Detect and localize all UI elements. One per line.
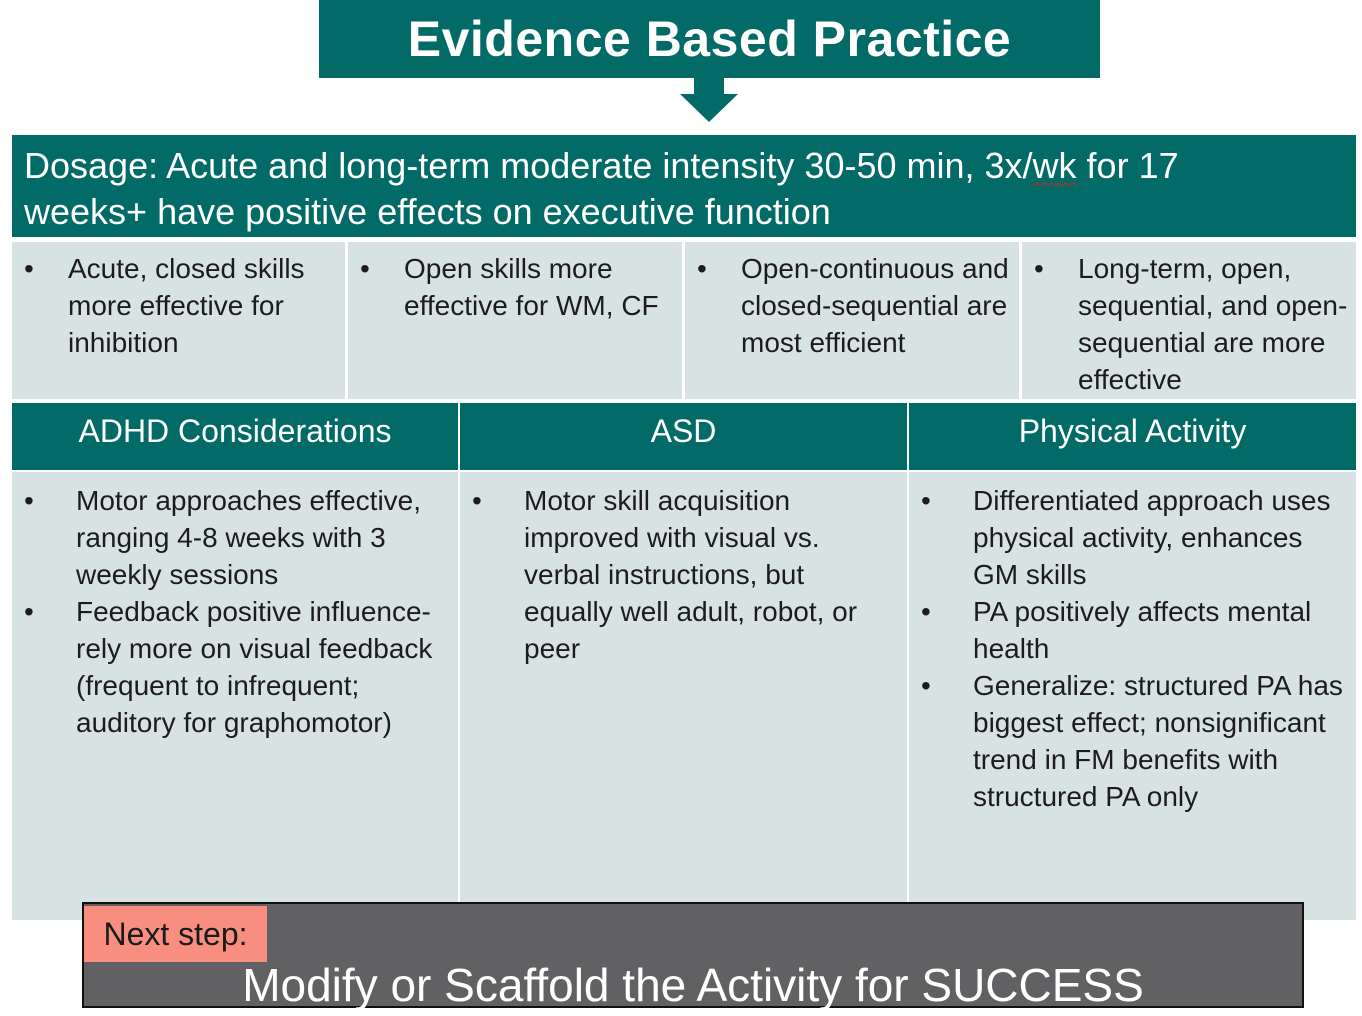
list-item-text: Differentiated approach uses physical activity, enhances GM skills (973, 485, 1331, 590)
list-item-text: Feedback positive influence-rely more on visual feedback (frequent to infrequent; auditory for graphomotor) (76, 596, 433, 738)
spellcheck-flagged-word: wk (1032, 145, 1077, 186)
list-item (24, 482, 450, 593)
bullet-icon: • (921, 670, 931, 701)
finding-item (360, 250, 674, 324)
slide-title: Evidence Based Practice (319, 0, 1100, 78)
bullet-icon: • (472, 485, 482, 516)
list-item (921, 482, 1348, 593)
finding-text: Acute, closed skills more effective for inhibition (68, 253, 305, 358)
bullet-icon: • (1034, 253, 1044, 284)
column-headers (12, 403, 1356, 470)
finding-cell (685, 242, 1019, 399)
dosage-text: Dosage: Acute and long-term moderate intensity 30-50 min, 3x/ (24, 145, 1033, 186)
finding-item (24, 250, 337, 361)
list-item (472, 482, 899, 667)
finding-cell (348, 242, 682, 399)
list-item (24, 593, 450, 741)
bullet-icon: • (921, 485, 931, 516)
dosage-line-1 (24, 143, 1344, 189)
dosage-line-2: weeks+ have positive effects on executive function (24, 191, 831, 232)
finding-item (1034, 250, 1348, 398)
dosage-banner (12, 135, 1356, 237)
column-bodies (12, 472, 1356, 920)
dosage-text: for 17 (1076, 145, 1179, 186)
finding-item (697, 250, 1011, 361)
list-item (921, 593, 1348, 667)
column-header-adhd: ADHD Considerations (12, 403, 460, 470)
finding-text: Open skills more effective for WM, CF (404, 253, 659, 321)
finding-cell (1022, 242, 1356, 399)
down-arrow-icon (680, 78, 738, 122)
list-item-text: Motor approaches effective, ranging 4-8 weeks with 3 weekly sessions (76, 485, 422, 590)
bullet-icon: • (24, 596, 34, 627)
bullet-icon: • (360, 253, 370, 284)
list-item (921, 667, 1348, 815)
list-item-text: Generalize: structured PA has biggest effect; nonsignificant trend in FM benefits with structured PA only (973, 670, 1343, 812)
finding-text: Long-term, open, sequential, and open-sequential are more effective (1078, 253, 1348, 395)
bullet-icon: • (24, 253, 34, 284)
list-item-text: PA positively affects mental health (973, 596, 1312, 664)
column-body-physical-activity (909, 472, 1356, 920)
next-step-text: Modify or Scaffold the Activity for SUCCESS (242, 959, 1144, 1011)
finding-text: Open-continuous and closed-sequential are most efficient (741, 253, 1009, 358)
finding-cell (12, 242, 345, 399)
next-step-label: Next step: (84, 906, 267, 962)
column-header-physical-activity: Physical Activity (909, 403, 1356, 470)
bullet-icon: • (921, 596, 931, 627)
column-header-asd: ASD (460, 403, 909, 470)
bullet-icon: • (24, 485, 34, 516)
column-body-adhd (12, 472, 460, 920)
findings-row (12, 242, 1356, 399)
bullet-icon: • (697, 253, 707, 284)
list-item-text: Motor skill acquisition improved with visual vs. verbal instructions, but equally well adult, robot, or peer (524, 485, 858, 664)
column-body-asd (460, 472, 909, 920)
